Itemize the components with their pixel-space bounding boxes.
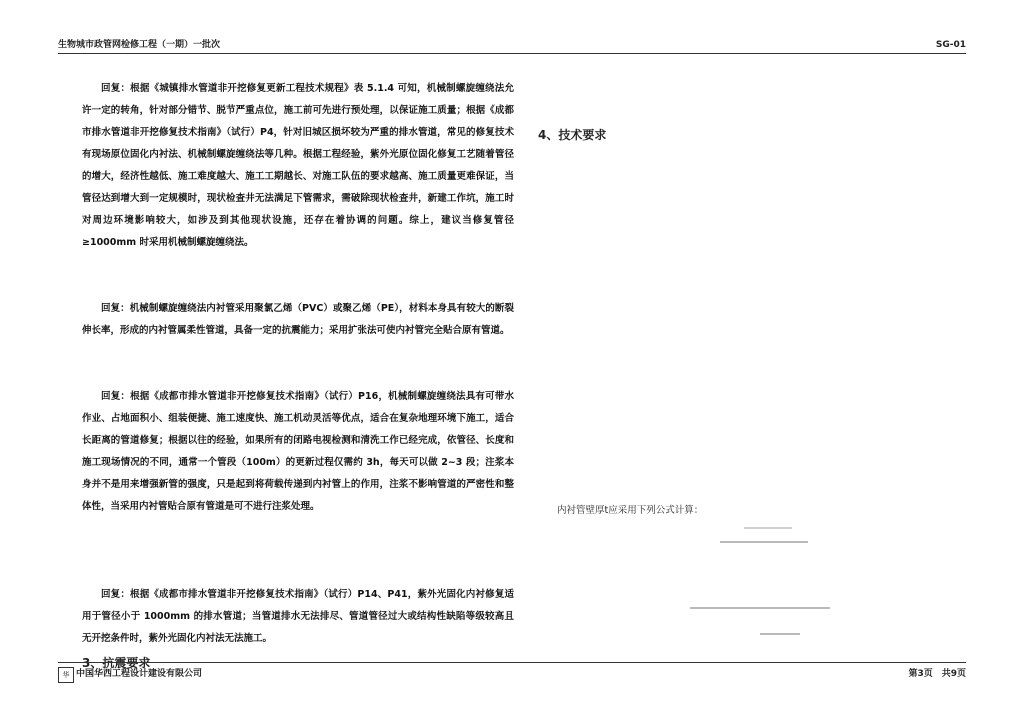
- unreadable-gap-1: [82, 254, 514, 298]
- reply-paragraph-3: 回复：根据《成都市排水管道非开挖修复技术指南》（试行）P16，机械制螺旋缠绕法具有可带水作业、占地面积小、组装便捷、施工速度快、施工机动灵活等优点，适合在复杂地理环境下施工，适合长距离的管道修复；根据以往的经验，如果所有的闭路电视检测和清洗工作已经完成，依管径、长度和施工现场情况的不同，通常一个管段（100m）的更新过程仅需约 3h，每天可以做 2~3 段；注浆本身并不是用来增强新管的强度，只是起到将荷载传递到内衬管上的作用，注浆不影响管道的严密性和整体性，当采用内衬管贴合原有管道是可不进行注浆处理。: [82, 391, 514, 512]
- page-header: [58, 36, 966, 54]
- heading-technical: 4、技术要求: [538, 128, 607, 142]
- formula-graphic: [680, 510, 840, 650]
- unreadable-gap-r1: [538, 78, 964, 122]
- unreadable-gap-3: [82, 518, 514, 584]
- left-column: [82, 78, 514, 676]
- reply-paragraph-1: 回复：根据《城镇排水管道非开挖修复更新工程技术规程》表 5.1.4 可知，机械制螺旋缠绕法允许一定的转角，针对部分错节、脱节严重点位，施工前可先进行预处理，以保证施工质量；根据《成都市排水管道非开挖修复技术指南》（试行）P4，针对旧城区损坏较为严重的排水管道，常见的修复技术有现场原位固化内衬法、机械制螺旋缠绕法等几种。根据工程经验，紫外光原位固化修复工艺随着管径的增大，经济性越低、施工难度越大、施工工期越长、对施工队伍的要求越高、施工质量更难保证，当管径达到增大到一定规模时，现状检查井无法满足下管需求，需破除现状检查井，新建工作坑，施工时对周边环境影响较大，如涉及到其他现状设施，还存在着协调的问题。综上，建议当修复管径≥1000mm 时采用机械制螺旋缠绕法。: [82, 83, 514, 248]
- unreadable-gap-r2: [538, 148, 964, 500]
- heading-seismic: 3、抗震要求: [82, 656, 151, 670]
- right-column: [538, 78, 964, 522]
- formula-intro: 内衬管壁厚t应采用下列公式计算：: [557, 505, 704, 516]
- reply-paragraph-2: 回复：机械制螺旋缠绕法内衬管采用聚氯乙烯（PVC）或聚乙烯（PE），材料本身具有较大的断裂伸长率，形成的内衬管属柔性管道，具备一定的抗震能力；采用扩张法可使内衬管完全贴合原有管道。: [82, 303, 514, 336]
- reply-paragraph-4: 回复：根据《成都市排水管道非开挖修复技术指南》（试行）P14、P41，紫外光固化内衬修复适用于管径小于 1000mm 的排水管道；当管道排水无法排尽、管道管径过大或结构性缺陷等级较高且无开挖条件时，紫外光固化内衬法无法施工。: [82, 589, 514, 644]
- document-title: 生物城市政管网检修工程（一期）一批次: [58, 40, 221, 50]
- page-footer: [58, 662, 966, 697]
- company-name: 中国华西工程设计建设有限公司: [76, 669, 203, 679]
- company-logo-icon: 华: [58, 667, 74, 683]
- unreadable-gap-2: [82, 342, 514, 386]
- page-number: 第3页 共9页: [908, 669, 966, 679]
- document-code: SG-01: [935, 40, 966, 50]
